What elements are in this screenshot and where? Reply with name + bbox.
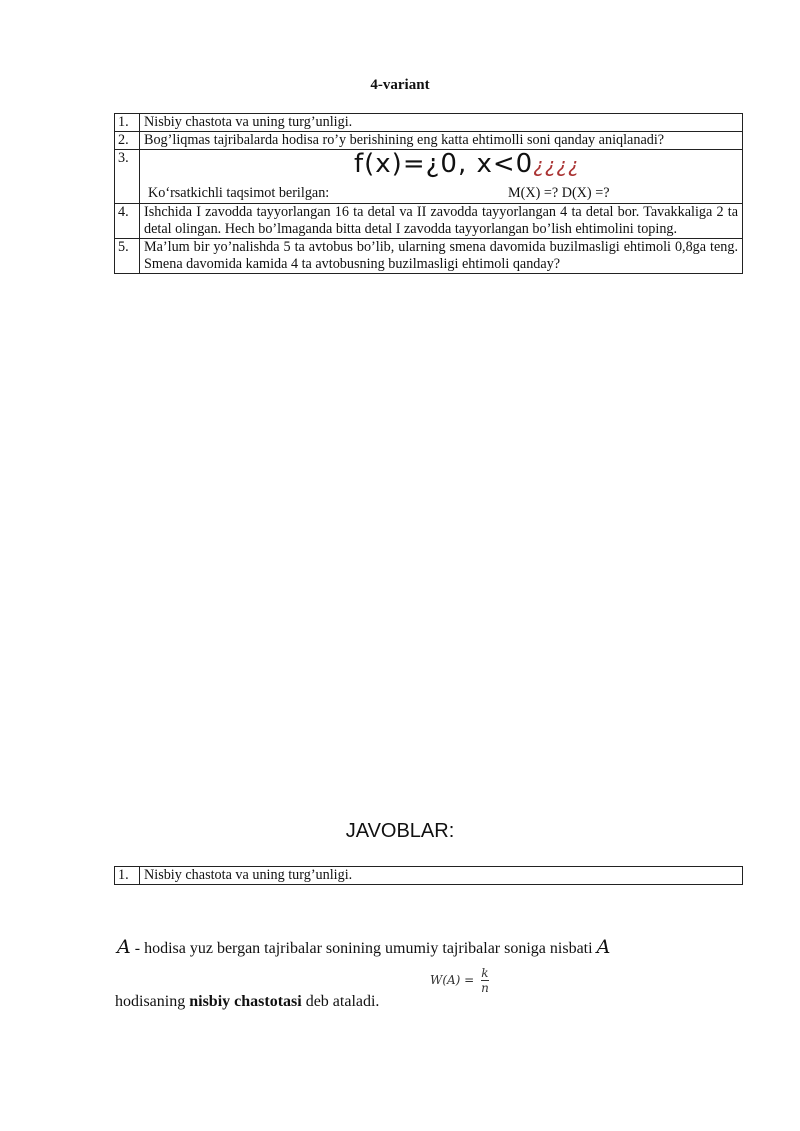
table-row (115, 114, 743, 132)
question-number: 2. (115, 132, 140, 150)
event-symbol: A (596, 936, 611, 958)
question-tail: M(X) =? D(X) =? (508, 185, 610, 201)
definition-line-2 (115, 993, 379, 1011)
question-number: 3. (115, 150, 140, 204)
definition-line-1 (117, 936, 610, 958)
answer-topic: Nisbiy chastota va uning turg’unligi. (140, 867, 743, 885)
answers-heading: JAVOBLAR: (345, 820, 455, 842)
relative-frequency-formula (430, 966, 489, 995)
definition-text: - hodisa yuz bergan tajribalar sonining umumiy tajribalar soniga nisbati (130, 940, 597, 957)
formula-tail: ¿¿¿¿ (533, 153, 580, 177)
density-formula (354, 149, 580, 179)
table-row (115, 867, 743, 885)
question-text: Ko‘rsatkichli taqsimot berilgan: (148, 185, 330, 201)
formula-lhs: W(A) = (430, 973, 475, 987)
definition-text: hodisaning (115, 993, 190, 1010)
answers-table (114, 866, 743, 885)
answer-number: 1. (115, 867, 140, 885)
definition-term: nisbiy chastotasi (189, 993, 302, 1010)
questions-table (114, 113, 743, 274)
question-text: Ma’lum bir yo’nalishda 5 ta avtobus bo’lib, ularning smena davomida buzilmasligi ehtimoli 0,8ga teng. Smena davomida kamida 4 ta avtobusning buzilmasligi ehtimoli qanday? (140, 239, 743, 274)
formula-fraction (481, 966, 489, 995)
question-text: Bog’liqmas tajribalarda hodisa ro’y berishining eng katta ehtimolli soni qanday aniqlanadi? (140, 132, 743, 150)
variant-title: 4-variant (370, 77, 430, 93)
formula-main: f(x)=¿0, x<0 (354, 149, 534, 179)
table-row (115, 239, 743, 274)
formula-denominator: n (481, 981, 489, 995)
table-row (115, 150, 743, 204)
question-number: 4. (115, 204, 140, 239)
question-text: Ishchida I zavodda tayyorlangan 16 ta detal va II zavodda tayyorlangan 4 ta detal bor. Tavakkaliga 2 ta detal olingan. Hech bo’lmaganda bitta detal I zavodda tayyorlangan bo’lish ehtimolini toping. (140, 204, 743, 239)
formula-numerator: k (481, 966, 489, 980)
table-row (115, 132, 743, 150)
question-3-content (144, 150, 738, 203)
question-number: 5. (115, 239, 140, 274)
table-row (115, 204, 743, 239)
question-text: Nisbiy chastota va uning turg’unligi. (140, 114, 743, 132)
event-symbol: A (117, 936, 131, 958)
definition-text: deb ataladi. (301, 993, 380, 1010)
question-number: 1. (115, 114, 140, 132)
